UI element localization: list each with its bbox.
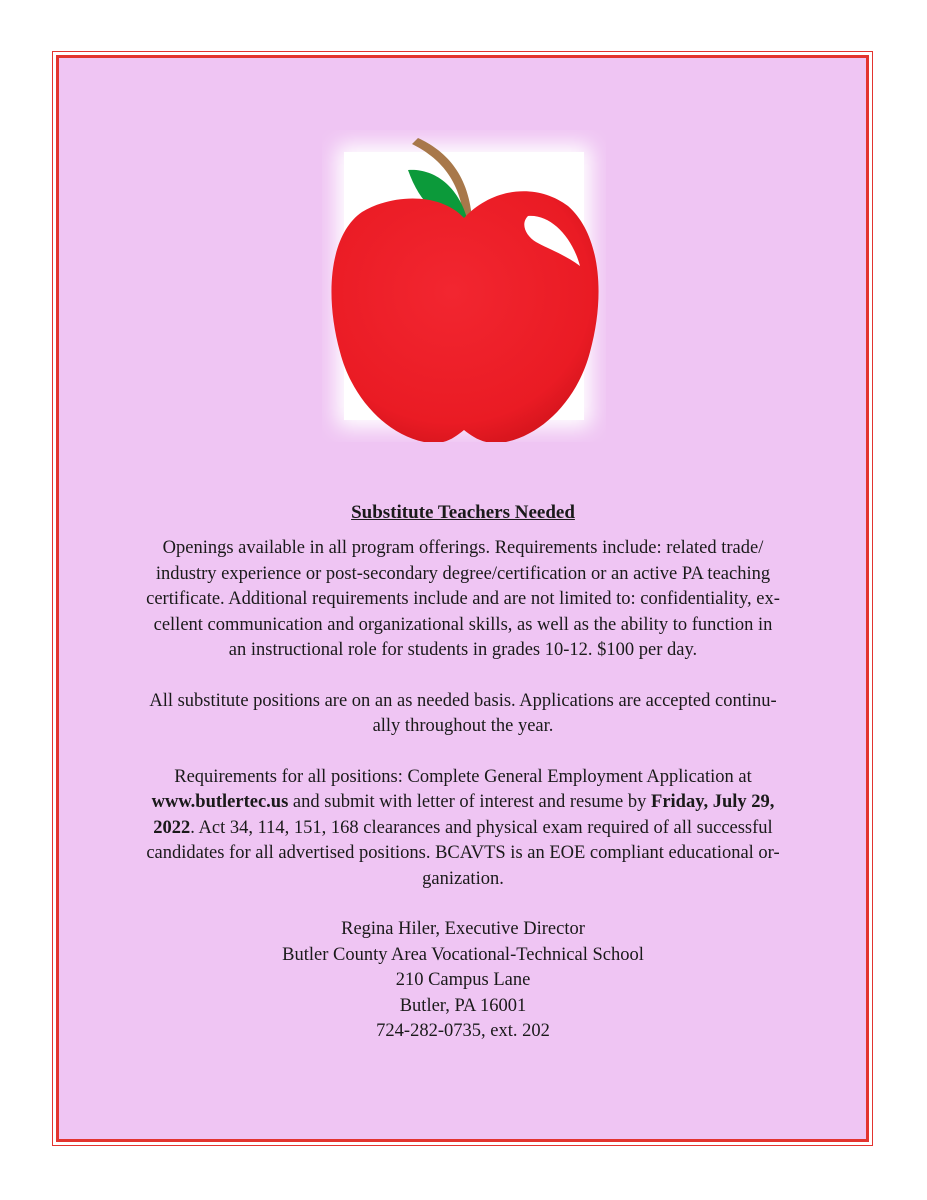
flyer-content (75, 500, 851, 1045)
paragraph-line: Requirements for all positions: Complete General Employment Application at (174, 766, 752, 787)
contact-name: Regina Hiler, Executive Director (341, 919, 585, 939)
paragraph-line: ally throughout the year. (372, 716, 554, 736)
paragraph-line (75, 816, 851, 842)
apple-icon (322, 130, 606, 442)
deadline-year: 2022 (153, 817, 191, 838)
paragraph-text: . Act 34, 114, 151, 168 clearances and physical exam required of all successful (190, 817, 773, 838)
paragraph-line: certificate. Additional requirements include and are not limited to: confidentiality, ex- (146, 589, 780, 609)
paragraph-line: an instructional role for students in grades 10-12. $100 per day. (228, 640, 698, 660)
positions-paragraph (75, 689, 851, 740)
contact-street: 210 Campus Lane (395, 970, 531, 990)
contact-city: Butler, PA 16001 (399, 995, 527, 1016)
paragraph-line (75, 790, 851, 816)
website-link[interactable]: www.butlertec.us (151, 792, 289, 812)
paragraph-line: industry experience or post-secondary degree/certification or an active PA teaching (155, 563, 771, 584)
paragraph-line: All substitute positions are on an as needed basis. Applications are accepted continu- (149, 690, 777, 711)
deadline-date: Friday, July 29, (651, 792, 775, 812)
paragraph-line: Openings available in all program offerings. Requirements include: related trade/ (162, 538, 764, 558)
paragraph-line: candidates for all advertised positions. BCAVTS is an EOE compliant educational or- (146, 843, 780, 863)
flyer-title: Substitute Teachers Needed (351, 502, 575, 523)
paragraph-line: ganization. (422, 868, 504, 889)
contact-school: Butler County Area Vocational-Technical School (282, 944, 644, 965)
contact-block (75, 917, 851, 1045)
contact-phone: 724-282-0735, ext. 202 (376, 1021, 550, 1041)
application-paragraph (75, 765, 851, 893)
paragraph-text: and submit with letter of interest and resume by (288, 792, 652, 812)
requirements-paragraph (75, 536, 851, 664)
paragraph-line: cellent communication and organizational skills, as well as the ability to function in (153, 614, 773, 635)
